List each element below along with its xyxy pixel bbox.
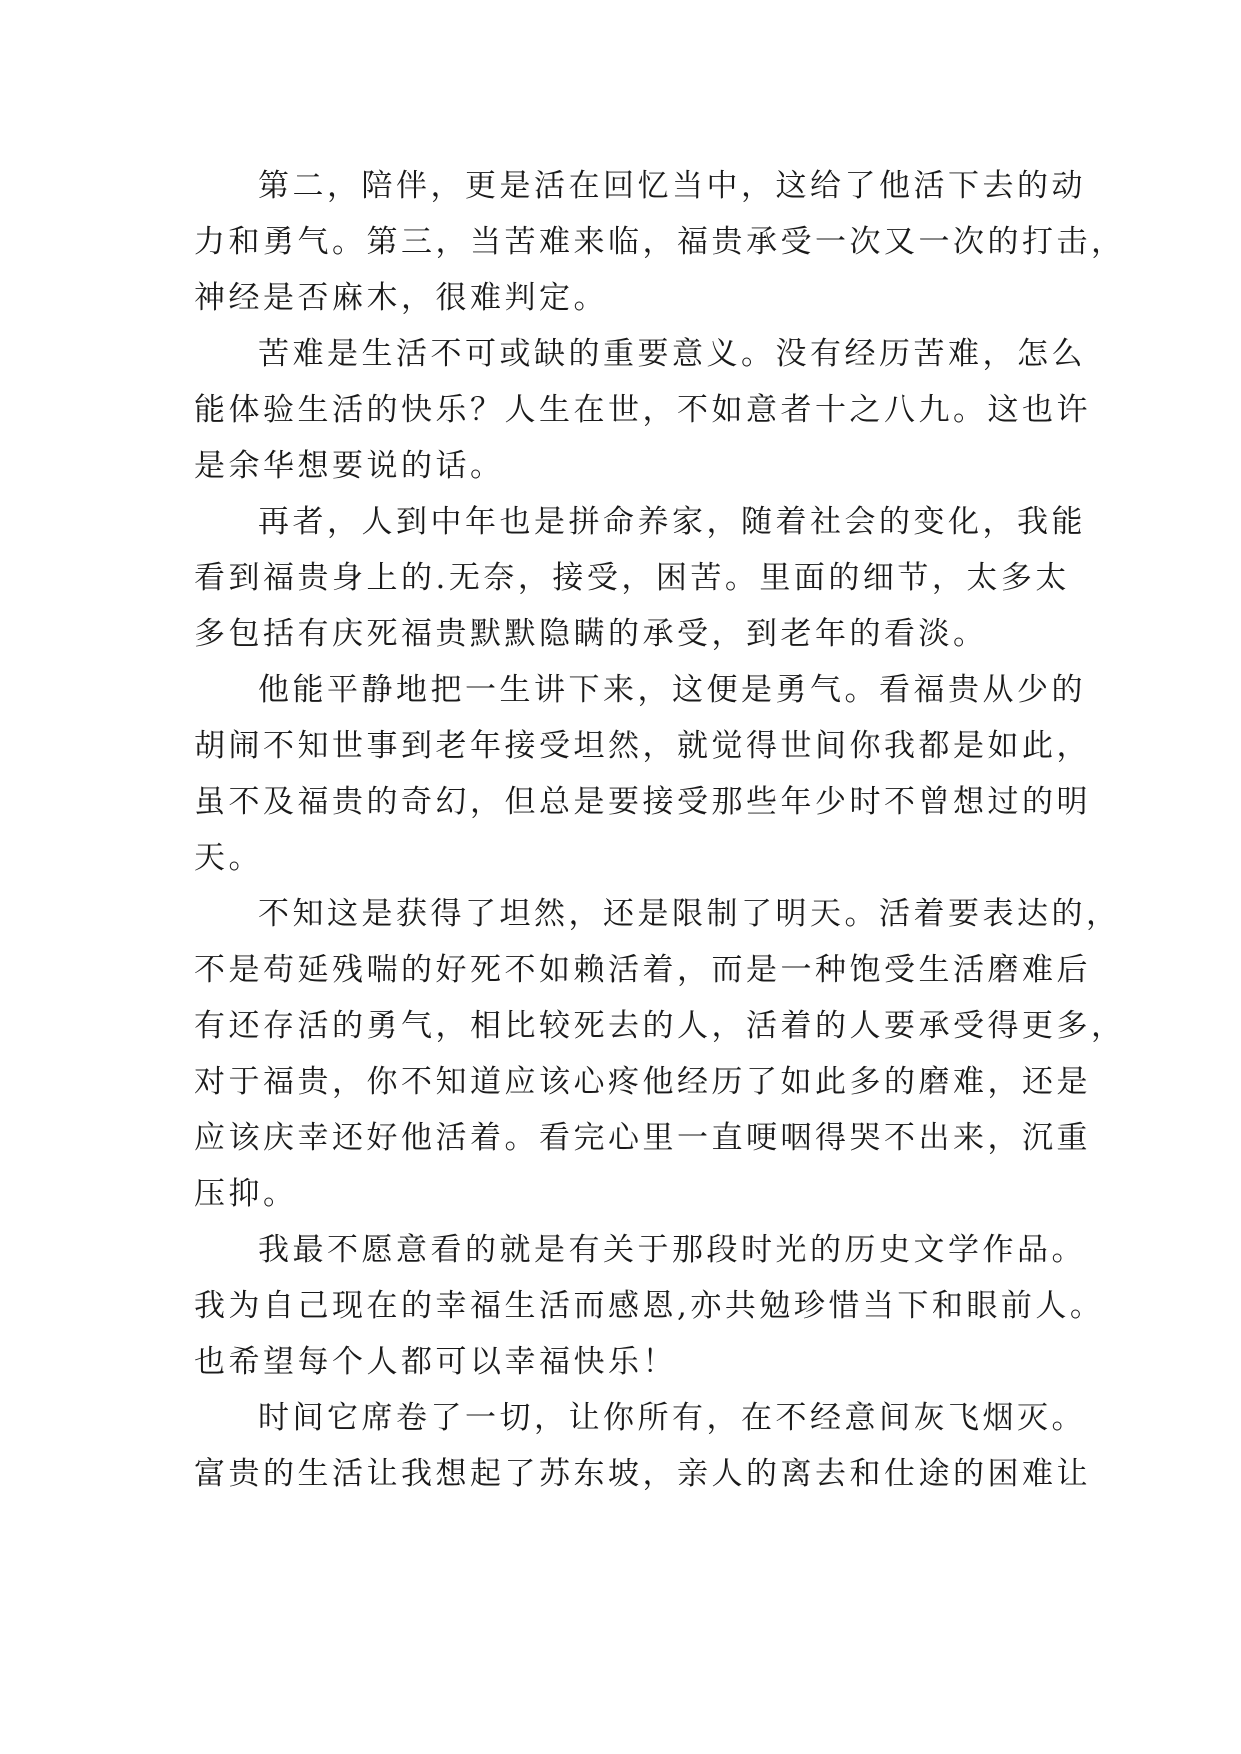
paragraph [194, 1222, 1105, 1390]
text-line: 看到福贵身上的.无奈，接受，困苦。里面的细节，太多太 [194, 560, 1070, 596]
text-line: 多包括有庆死福贵默默隐瞒的承受，到老年的看淡。 [194, 616, 988, 652]
text-line: 再者，人到中年也是拼命养家，随着社会的变化，我能 [258, 504, 1086, 540]
text-line: 力和勇气。第三，当苦难来临，福贵承受一次又一次的打击， [194, 224, 1126, 260]
paragraph [194, 662, 1091, 886]
paragraph [194, 1390, 1091, 1502]
text-line: 天。 [194, 840, 263, 876]
text-line: 对于福贵，你不知道应该心疼他经历了如此多的磨难，还是 [194, 1064, 1091, 1100]
paragraph [194, 494, 1086, 662]
text-line: 压抑。 [194, 1176, 298, 1212]
text-line: 能体验生活的快乐？人生在世，不如意者十之八九。这也许 [194, 392, 1091, 428]
text-line: 他能平静地把一生讲下来，这便是勇气。看福贵从少的 [258, 672, 1086, 708]
text-line: 富贵的生活让我想起了苏东坡，亲人的离去和仕途的困难让 [194, 1456, 1091, 1492]
text-line: 苦难是生活不可或缺的重要意义。没有经历苦难，怎么 [258, 336, 1086, 372]
text-line: 应该庆幸还好他活着。看完心里一直哽咽得哭不出来，沉重 [194, 1120, 1091, 1156]
text-line: 胡闹不知世事到老年接受坦然，就觉得世间你我都是如此， [194, 728, 1091, 764]
document-body [194, 158, 1126, 1502]
text-line: 不知这是获得了坦然，还是限制了明天。活着要表达的， [258, 896, 1121, 932]
paragraph [194, 158, 1126, 326]
text-line: 我为自己现在的幸福生活而感恩,亦共勉珍惜当下和眼前人。 [194, 1288, 1105, 1324]
text-line: 虽不及福贵的奇幻，但总是要接受那些年少时不曾想过的明 [194, 784, 1091, 820]
text-line: 是余华想要说的话。 [194, 448, 505, 484]
text-line: 第二，陪伴，更是活在回忆当中，这给了他活下去的动 [258, 168, 1086, 204]
text-line: 时间它席卷了一切，让你所有，在不经意间灰飞烟灭。 [258, 1400, 1086, 1436]
text-line: 也希望每个人都可以幸福快乐！ [194, 1344, 677, 1380]
text-line: 不是苟延残喘的好死不如赖活着，而是一种饱受生活磨难后 [194, 952, 1091, 988]
text-line: 有还存活的勇气，相比较死去的人，活着的人要承受得更多， [194, 1008, 1126, 1044]
text-line: 神经是否麻木，很难判定。 [194, 280, 608, 316]
text-line: 我最不愿意看的就是有关于那段时光的历史文学作品。 [258, 1232, 1086, 1268]
paragraph [194, 326, 1091, 494]
paragraph [194, 886, 1126, 1222]
